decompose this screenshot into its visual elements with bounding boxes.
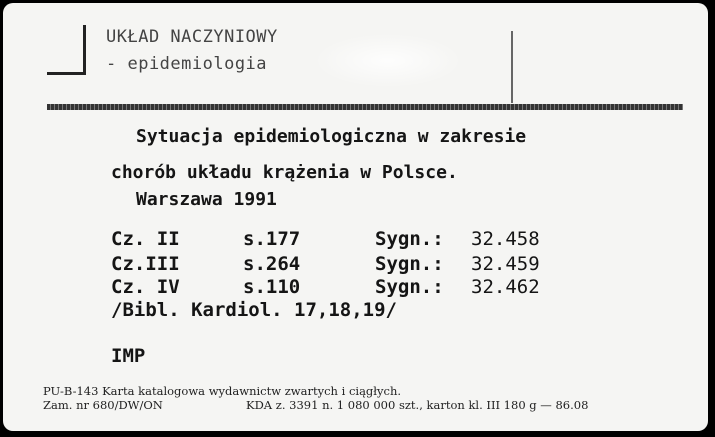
row-signature: 32.459 — [471, 253, 540, 275]
separator-line — [47, 104, 683, 110]
footer-order-number: Zam. nr 680/DW/ON — [43, 398, 163, 412]
row-signature-label: Sygn.: — [375, 253, 444, 275]
row-signature: 32.458 — [471, 228, 540, 250]
catalog-card — [3, 3, 708, 431]
row-signature-label: Sygn.: — [375, 228, 444, 250]
corner-bracket-vertical — [83, 25, 86, 75]
row-part: Cz.III — [111, 253, 180, 275]
row-page: s.177 — [243, 228, 301, 250]
entry-title-line-1: Sytuacja epidemiologiczna w zakresie — [136, 126, 527, 147]
erasure-smudge — [313, 33, 463, 88]
row-page: s.264 — [243, 253, 301, 275]
bibliography-ref: /Bibl. Kardiol. 17,18,19/ — [111, 299, 397, 321]
row-signature: 32.462 — [471, 276, 540, 298]
card-subheading: - epidemiologia — [106, 54, 268, 74]
entry-place-year: Warszawa 1991 — [136, 189, 277, 210]
institution-code: IMP — [111, 345, 146, 367]
footer-form-line: PU-B-143 Karta katalogowa wydawnictw zwartych i ciągłych. — [43, 384, 402, 398]
row-signature-label: Sygn.: — [375, 276, 444, 298]
footer-print-info: KDA z. 3391 n. 1 080 000 szt., karton kl. III 180 g — 86.08 — [246, 398, 589, 412]
row-part: Cz. II — [111, 228, 180, 250]
corner-bracket-horizontal — [47, 72, 86, 75]
entry-title-line-2: chorób układu krążenia w Polsce. — [111, 162, 458, 183]
row-page: s.110 — [243, 276, 301, 298]
row-part: Cz. IV — [111, 276, 180, 298]
header-right-rule — [511, 31, 513, 103]
card-heading: UKŁAD NACZYNIOWY — [106, 27, 278, 47]
